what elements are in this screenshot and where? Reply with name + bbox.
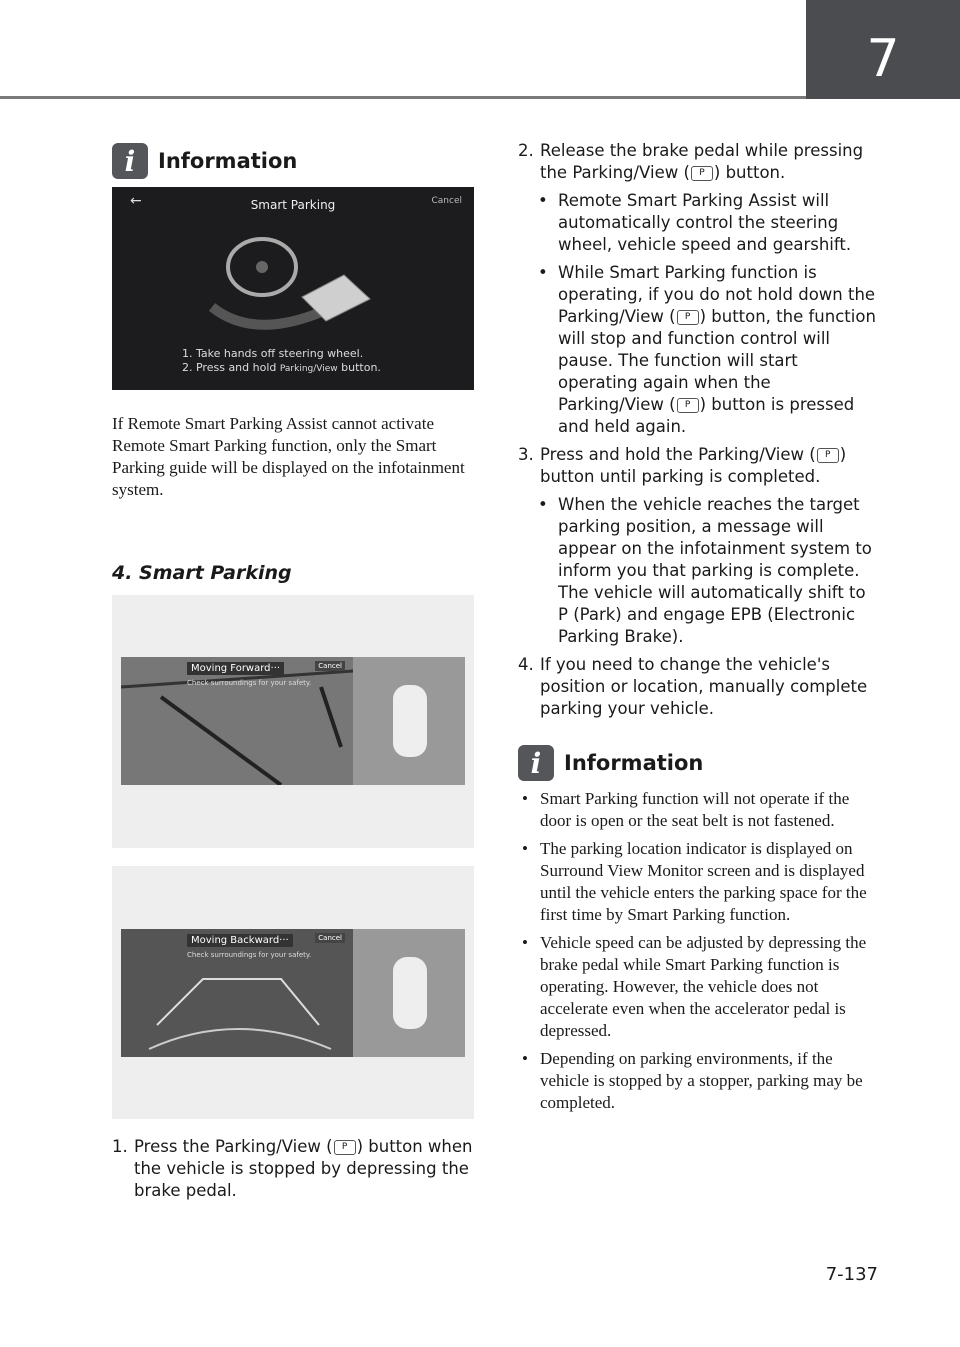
step-3 xyxy=(518,444,880,488)
top-view xyxy=(353,657,465,785)
page-number: 7-137 xyxy=(825,1264,878,1285)
info-heading-left xyxy=(112,143,297,179)
step-text-b: ) button. xyxy=(713,163,786,182)
note-paragraph: If Remote Smart Parking Assist cannot activate Remote Smart Parking function, only the Smart Parking guide will be displayed on the infotainment system. xyxy=(112,414,465,499)
parking-view-button-icon: P xyxy=(677,310,699,325)
bullet-text: Remote Smart Parking Assist will automatically control the steering wheel, vehicle speed and gearshift. xyxy=(558,191,852,254)
bullet-text-b: ) button, the function will stop and function control will pause. The function will start operating again when the Parking/View ( xyxy=(558,307,876,414)
step-2 xyxy=(518,140,880,184)
front-camera-view xyxy=(121,657,353,785)
step-number: 3. xyxy=(518,445,534,464)
step-text-a: Release the brake pedal while pressing the Parking/View ( xyxy=(540,141,864,182)
back-arrow-icon: ← xyxy=(130,193,142,209)
step-text-b: ) button until parking is completed. xyxy=(540,445,847,486)
bullet-dot: • xyxy=(522,1049,528,1068)
bullet-text: Vehicle speed can be adjusted by depressing the brake pedal while Smart Parking function is operating. However, the vehicle does not accelerate even when the accelerator pedal is depressed. xyxy=(540,933,867,1040)
bullet-text: Depending on parking environments, if the vehicle is stopped by a stopper, parking may be completed. xyxy=(540,1049,863,1112)
instruction-2-prefix: 2. Press and hold xyxy=(182,361,277,374)
screen-instructions xyxy=(182,347,381,376)
parking-view-button-icon: P xyxy=(334,1140,356,1155)
cancel-chip: Cancel xyxy=(315,661,345,671)
step-3-bullet-1 xyxy=(538,494,880,648)
bullet-text-a: While Smart Parking function is operating, if you do not hold down the Parking/View ( xyxy=(558,263,876,326)
info-bullet-list xyxy=(518,788,880,1114)
bullet-text: Smart Parking function will not operate if the door is open or the seat belt is not fastened. xyxy=(540,789,850,830)
step-2-bullet-1 xyxy=(538,190,880,256)
info-bullet xyxy=(518,1048,880,1114)
instruction-2-suffix: button. xyxy=(341,361,381,374)
bullet-text-c: ) button is pressed and held again. xyxy=(558,395,855,436)
step-text: If you need to change the vehicle's position or location, manually complete parking your vehicle. xyxy=(540,655,868,718)
header-rule xyxy=(0,96,806,99)
cancel-chip: Cancel xyxy=(315,933,345,943)
info-icon: i xyxy=(518,745,554,781)
info-heading-right xyxy=(518,745,703,781)
rear-camera-view xyxy=(121,929,353,1057)
info-bullet xyxy=(518,788,880,832)
bullet-dot: • xyxy=(522,789,528,808)
instruction-2 xyxy=(182,361,381,376)
moving-forward-image xyxy=(112,595,474,848)
banner: Moving Forward··· xyxy=(187,662,284,675)
step-text-b: ) button when the vehicle is stopped by depressing the brake pedal. xyxy=(134,1137,473,1200)
info-icon: i xyxy=(112,143,148,179)
bullet-dot: • xyxy=(538,495,548,514)
bullet-dot: • xyxy=(522,839,528,858)
car-top-icon xyxy=(393,685,427,757)
right-steps xyxy=(518,140,880,720)
bullet-dot: • xyxy=(522,933,528,952)
parking-view-button-icon: P xyxy=(817,448,839,463)
step-text-a: Press and hold the Parking/View ( xyxy=(540,445,816,464)
step-2-bullet-2 xyxy=(538,262,880,438)
info-bullet xyxy=(518,838,880,926)
banner-sub: Check surroundings for your safety. xyxy=(187,951,312,959)
car-top-icon xyxy=(393,957,427,1029)
screen-title: Smart Parking xyxy=(250,198,336,212)
bullet-dot: • xyxy=(538,191,548,210)
bullet-dot: • xyxy=(538,263,548,282)
instruction-2-button: Parking/View xyxy=(279,364,338,374)
moving-backward-image xyxy=(112,866,474,1119)
step-4 xyxy=(518,654,880,720)
info-title: Information xyxy=(564,751,704,775)
parking-view-button-icon: P xyxy=(677,398,699,413)
screen-cancel: Cancel xyxy=(431,196,462,206)
parking-view-button-icon: P xyxy=(691,166,713,181)
info-bullet xyxy=(518,932,880,1042)
banner-sub: Check surroundings for your safety. xyxy=(187,679,312,687)
section-heading: 4. Smart Parking xyxy=(112,562,292,584)
smart-parking-screen-image xyxy=(112,187,474,390)
reverse-guide-lines xyxy=(121,929,353,1057)
guide-lines xyxy=(121,657,353,785)
step-number: 2. xyxy=(518,141,534,160)
step-text-a: Press the Parking/View ( xyxy=(134,1137,333,1156)
chapter-tab: 7 xyxy=(806,0,960,99)
info-title: Information xyxy=(158,149,298,173)
bullet-text: When the vehicle reaches the target parking position, a message will appear on the infotainment system to inform you that parking is complete. The vehicle will automatically shift to P (Park) and engage EPB (Electronic Parking Brake). xyxy=(558,495,872,646)
bullet-text: The parking location indicator is displayed on Surround View Monitor screen and is displayed until the vehicle enters the parking space for the first time by Smart Parking function. xyxy=(540,839,867,924)
banner: Moving Backward··· xyxy=(187,934,293,947)
step-number: 1. xyxy=(112,1137,128,1156)
top-view xyxy=(353,929,465,1057)
step-1 xyxy=(112,1136,474,1202)
instruction-1: 1. Take hands off steering wheel. xyxy=(182,347,364,360)
step-number: 4. xyxy=(518,655,534,674)
